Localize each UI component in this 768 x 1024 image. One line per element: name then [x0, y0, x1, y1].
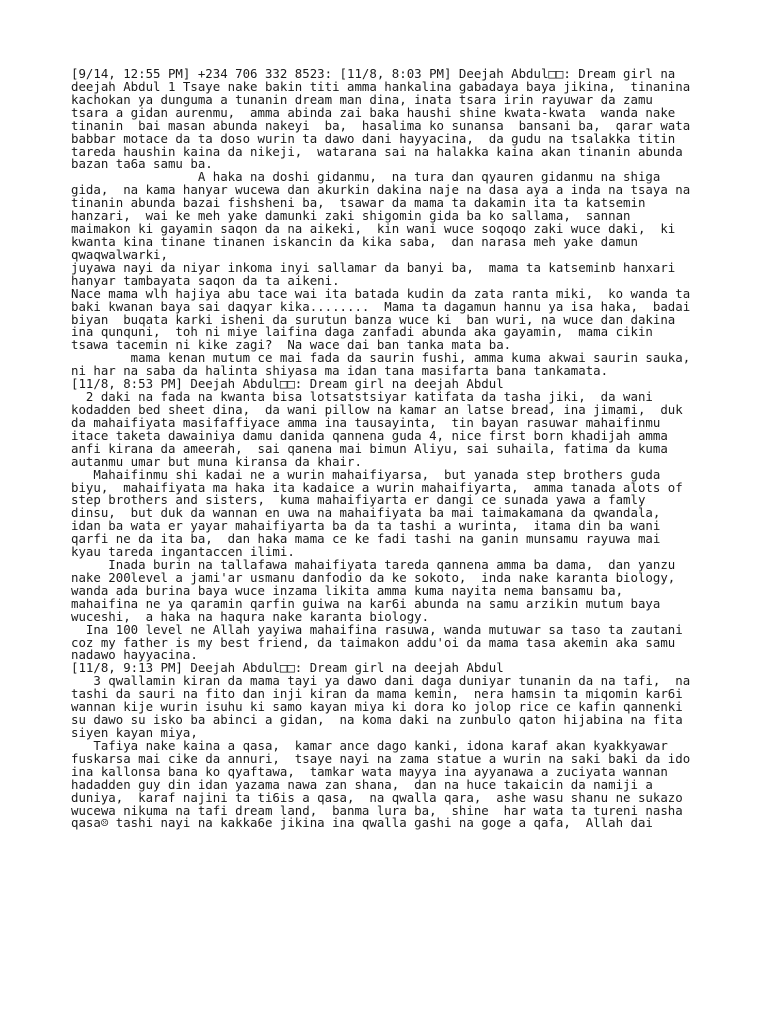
text-line: 2 daki na fada na kwanta bisa lotsatstsiyar katifata da tasha jiki, da wani	[71, 389, 653, 405]
text-line: anfi kirana da ameerah, sai qanena mai bimun Aliyu, sai suhaila, fatima da kuma	[71, 440, 668, 456]
text-line: A haka na doshi gidanmu, na tura dan qyauren gidanmu na shiga	[71, 169, 661, 185]
text-line: tinanin abunda bazai fishsheni ba, tsawar da mama ta dakamin ita ta katsemin	[71, 195, 646, 211]
text-line: gida, na kama hanyar wucewa dan akurkin dakina naje na dasa aya a inda na tsaya na	[71, 182, 691, 198]
text-line: coz my father is my best friend, da taimakon addu'oi da mama tasa akemin aka samu	[71, 634, 676, 650]
text-line: siyen kayan miya,	[71, 725, 198, 741]
text-line: Mahaifinmu shi kadai ne a wurin mahaifiyarsa, but yanada step brothers guda	[71, 466, 661, 482]
text-line: hanyar tambayata saqon da ta aikeni.	[71, 272, 340, 288]
text-line: kyau tareda ingantaccen ilimi.	[71, 544, 295, 560]
text-line: Nace mama wlh hajiya abu tace wai ita batada kudin da zata ranta miki, ko wanda ta	[71, 285, 691, 301]
text-line: Ina 100 level ne Allah yayiwa mahaifina rasuwa, wanda mutuwar sa taso ta zautani	[71, 621, 683, 637]
text-line: duniya, karaf najini ta ti6is a qasa, na qwalla qara, ashe wasu shanu ne sukazo	[71, 789, 683, 805]
text-line: da mahaifiyata masifaffiyace amma ina tausayinta, tin bayan rasuwar mahaifinmu	[71, 414, 661, 430]
text-line: mahaifina ne ya qaramin qarfin guiwa na kar6i abunda na samu arzikin mutum baya	[71, 595, 661, 611]
text-line: Tafiya nake kaina a qasa, kamar ance dago kanki, idona karaf akan kyakkyawar	[71, 737, 668, 753]
text-line: fuskarsa mai cike da annuri, tsaye nayi na zama statue a wurin na saki baki da ido	[71, 750, 691, 766]
text-line: tinanin bai masan abunda nakeyi ba, hasalima ko sunansa bansani ba, qarar wata	[71, 117, 691, 133]
text-line: tsara a gidan aurenmu, amma abinda zai baka haushi shine kwata-kwata wanda nake	[71, 104, 676, 120]
text-line: su dawo su isko ba abinci a gidan, na koma daki na zunbulo qaton hijabina na fita	[71, 712, 683, 728]
text-line: juyawa nayi da niyar inkoma inyi sallamar da banyi ba, mama ta katseminb hanxari	[71, 259, 676, 275]
text-line: ni har na saba da halinta shiyasa ma idan tana masifarta bana tankamata.	[71, 363, 609, 379]
text-line: dinsu, but duk da wannan en uwa na mahaifiyata ba mai taimakamana da qwandala,	[71, 505, 661, 521]
text-line: step brothers and sisters, kuma mahaifiyarta er dangi ce sunada yawa a famly	[71, 492, 646, 508]
text-line: deejah Abdul 1 Tsaye nake bakin titi amma hankalina gabadaya baya jikina, tinanina	[71, 78, 691, 94]
text-line: qarfi ne da ita ba, dan haka mama ce ke fadi tashi na ganin munsamu rayuwa mai	[71, 531, 661, 547]
text-line: baki kwanan baya sai daqyar kika........ Mama ta dagamun hannu ya isa haka, badai	[71, 298, 691, 314]
text-line: hanzari, wai ke meh yake damunki zaki shigomin gida ba ko sallama, sannan	[71, 208, 631, 224]
text-line: kwanta kina tinane tinanen iskancin da kika saba, dan narasa meh yake damun	[71, 233, 638, 249]
text-line: biyan buqata karki isheni da surutun banza wuce ki ban wuri, na wuce dan dakina	[71, 311, 676, 327]
text-line: ina kallonsa bana ko qyaftawa, tamkar wata mayya ina ayyanawa a zuciyata wannan	[71, 763, 668, 779]
document-page	[71, 68, 761, 830]
text-line: [11/8, 9:13 PM] Deejah Abdul□□: Dream girl na deejah Abdul	[71, 660, 504, 676]
text-line: qasa☹ tashi nayi na kakka6e jikina ina qwalla gashi na goge a qafa, Allah dai	[71, 815, 653, 831]
text-line: kodadden bed sheet dina, da wani pillow na kamar an latse bread, ina jimami, duk	[71, 401, 683, 417]
text-line: biyu, mahaifiyata ma haka ita kadaice a wurin mahaifiyarta, amma tanada alots of	[71, 479, 683, 495]
text-line: Inada burin na tallafawa mahaifiyata tareda qannena amma ba dama, dan yanzu	[71, 557, 676, 573]
text-line: nadawo hayyacina.	[71, 647, 198, 663]
text-line: qwaqwalwarki,	[71, 246, 168, 262]
text-line: ina qunquni, toh ni miye laifina daga zanfadi abunda aka gayamin, mama cikin	[71, 324, 653, 340]
text-line: [9/14, 12:55 PM] +234 706 332 8523: [11/8, 8:03 PM] Deejah Abdul□□: Dream girl na	[71, 66, 676, 81]
text-line: idan ba wata er yayar mahaifiyarta ba da ta tashi a wurinta, itama din ba wani	[71, 518, 661, 534]
text-line: kachokan ya dunguma a tunanin dream man dina, inata tsara irin rayuwar da zamu	[71, 91, 653, 107]
text-line: autanmu umar but muna kiransa da khair.	[71, 453, 362, 469]
text-line: 3 qwallamin kiran da mama tayi ya dawo dani daga duniyar tunanin da na tafi, na	[71, 673, 691, 689]
text-line: wucewa nikuma na tafi dream land, banma lura ba, shine har wata ta tureni nasha	[71, 802, 683, 818]
text-line: [11/8, 8:53 PM] Deejah Abdul□□: Dream girl na deejah Abdul	[71, 376, 504, 392]
text-line: mama kenan mutum ce mai fada da saurin fushi, amma kuma akwai saurin sauka,	[71, 350, 691, 366]
text-line: wanda ada burina baya wuce inzama likita amma kuma nayita nema bansamu ba,	[71, 582, 624, 598]
text-line: bazan ta6a samu ba.	[71, 156, 213, 172]
text-line: babbar motace da ta doso wurin ta dawo dani hayyacina, da gudu na tsalakka titin	[71, 130, 676, 146]
text-line: wannan kije wurin isuhu ki samo kayan miya ki dora ko jolop rice ce kafin qannenki	[71, 699, 683, 715]
text-line: nake 200level a jami'ar usmanu danfodio da ke sokoto, inda nake karanta biology,	[71, 569, 676, 585]
text-line: maimakon ki gayamin saqon da na aikeki, kin wani wuce soqoqo zaki wuce daki, ki	[71, 221, 676, 237]
text-line: hadadden guy din idan yazama nawa zan shana, dan na huce takaicin da namiji a	[71, 776, 653, 792]
text-line: itace taketa dawainiya damu danida qannena guda 4, nice first born khadijah amma	[71, 427, 668, 443]
text-line: tashi da sauri na fito dan inji kiran da mama kemin, nera hamsin ta miqomin kar6i	[71, 686, 683, 702]
text-line: wuceshi, a haka na haqura nake karanta biology.	[71, 608, 430, 624]
text-line: tareda haushin kaina da nikeji, watarana sai na halakka kaina akan tinanin abunda	[71, 143, 683, 159]
text-line: tsawa tacemin ni kike zagi? Na wace dai ban tanka mata ba.	[71, 337, 512, 353]
